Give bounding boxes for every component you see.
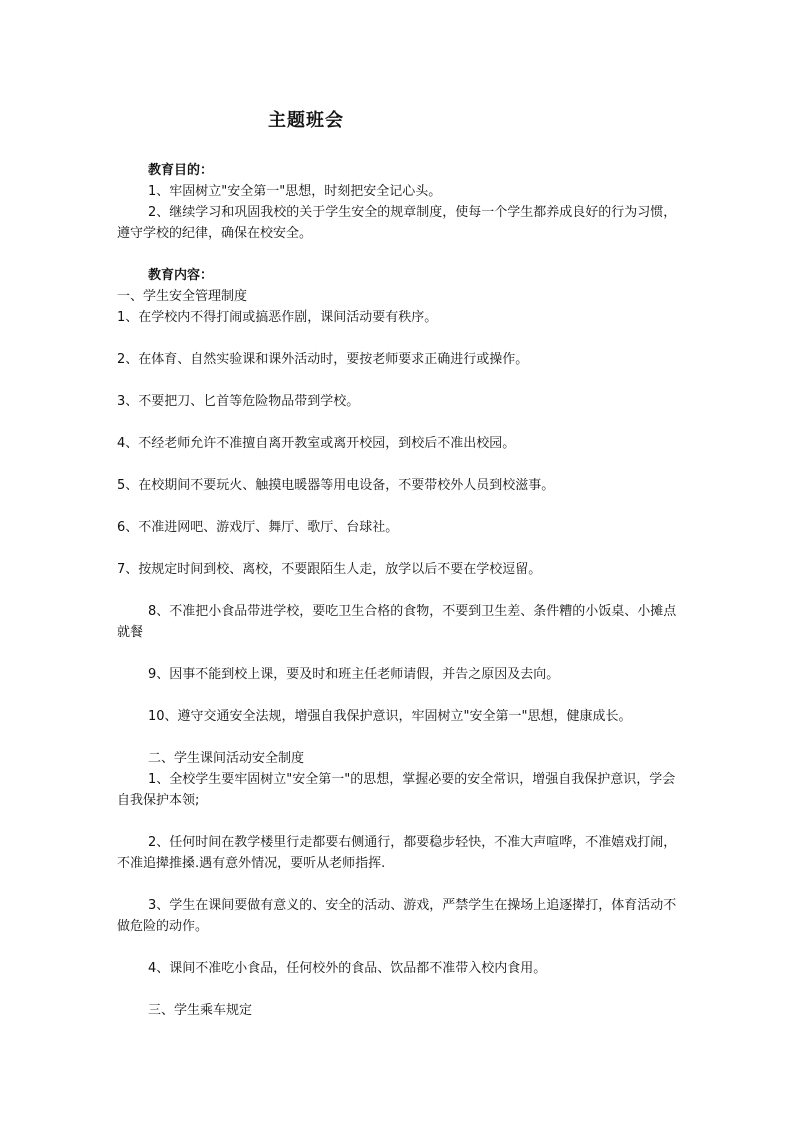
section-title: 一、学生安全管理制度	[117, 289, 248, 304]
rule-item: 3、学生在课间要做有意义的、安全的活动、游戏，严禁学生在操场上追逐撵打，体育活动不做危险的动作。	[117, 898, 677, 934]
rule-item: 1、全校学生要牢固树立"安全第一"的思想，掌握必要的安全常识，增强自我保护意识，学会自我保护本领;	[117, 772, 676, 808]
objectives-heading: 教育目的：	[148, 163, 214, 178]
section-title: 二、学生课间活动安全制度	[148, 751, 305, 766]
rule-item: 7、按规定时间到校、离校，不要跟陌生人走，放学以后不要在学校逗留。	[117, 562, 542, 577]
rule-item: 2、任何时间在教学楼里行走都要右侧通行，都要稳步轻快，不准大声喧哗，不准嬉戏打闹，不准追撵推搡.遇有意外情况，要听从老师指挥.	[117, 835, 677, 871]
document-title: 主题班会	[268, 110, 344, 131]
rule-item: 9、因事不能到校上课，要及时和班主任老师请假，并告之原因及去向。	[148, 667, 560, 682]
objective-item: 1、牢固树立"安全第一"思想，时刻把安全记心头。	[148, 184, 442, 199]
rule-item: 8、不准把小食品带进学校，要吃卫生合格的食物，不要到卫生差、条件糟的小饭桌、小摊点就餐	[117, 604, 677, 640]
rule-item: 4、课间不准吃小食品，任何校外的食品、饮品都不准带入校内食用。	[148, 961, 547, 976]
document-body	[117, 160, 677, 1021]
objective-item: 2、继续学习和巩固我校的关于学生安全的规章制度，使每一个学生都养成良好的行为习惯，遵守学校的纪律，确保在校安全。	[117, 205, 677, 241]
section-title: 三、学生乘车规定	[148, 1003, 253, 1018]
rule-item: 6、不准进网吧、游戏厅、舞厅、歌厅、台球社。	[117, 520, 399, 535]
rule-item: 1、在学校内不得打闹或搞恶作剧，课间活动要有秩序。	[117, 310, 438, 325]
rule-item: 4、不经老师允许不准擅自离开教室或离开校园，到校后不准出校园。	[117, 436, 516, 451]
rule-item: 5、在校期间不要玩火、触摸电暖器等用电设备，不要带校外人员到校滋事。	[117, 478, 555, 493]
content-heading: 教育内容：	[148, 268, 214, 283]
rule-item: 2、在体育、自然实验课和课外活动时，要按老师要求正确进行或操作。	[117, 352, 529, 367]
rule-item: 3、不要把刀、匕首等危险物品带到学校。	[117, 394, 360, 409]
rule-item: 10、遵守交通安全法规，增强自我保护意识，牢固树立"安全第一"思想，健康成长。	[148, 709, 632, 724]
